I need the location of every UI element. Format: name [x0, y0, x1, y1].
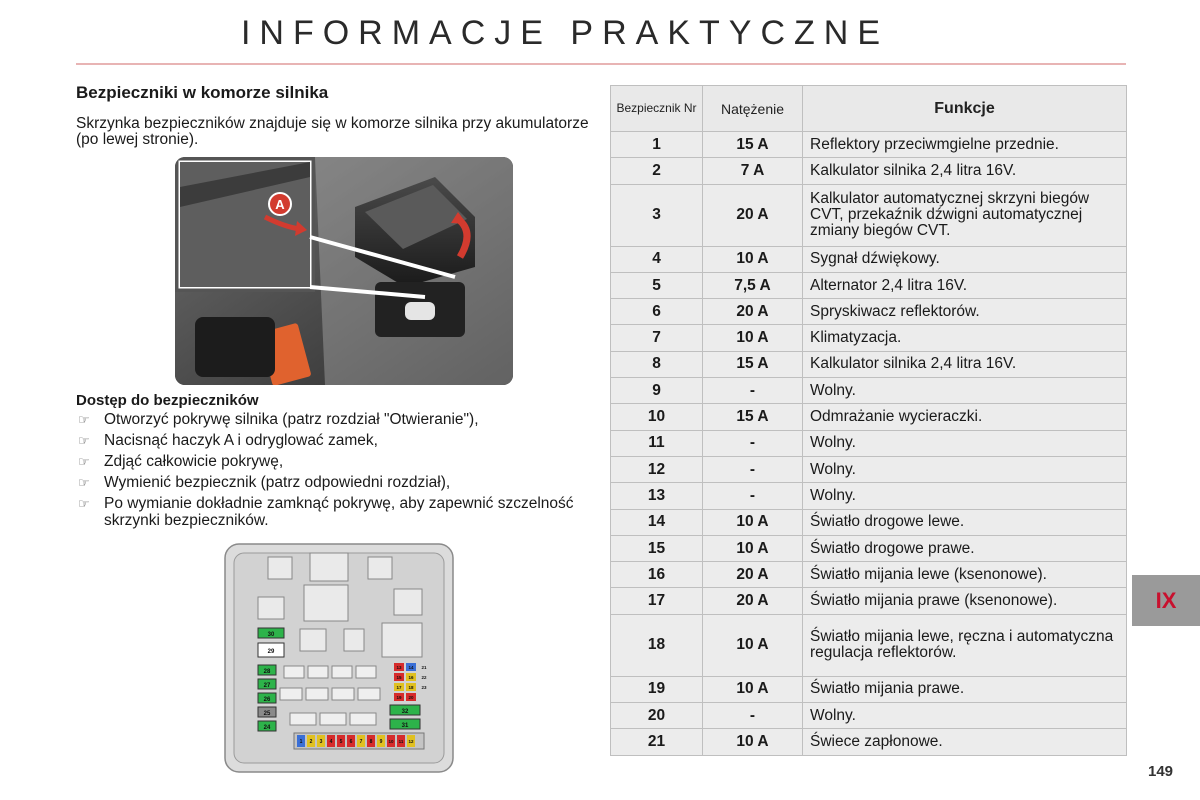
svg-text:14: 14: [408, 665, 414, 670]
fuse-box-diagram: [224, 543, 454, 773]
table-row: 7 10 A Klimatyzacja.: [611, 325, 1127, 351]
list-item: ☞ Wymienić bezpiecznik (patrz odpowiedni rozdział),: [78, 474, 451, 491]
table-row: 13 - Wolny.: [611, 483, 1127, 509]
svg-text:17: 17: [396, 685, 402, 690]
svg-text:5: 5: [339, 739, 343, 745]
svg-text:13: 13: [396, 665, 402, 670]
svg-text:2: 2: [309, 739, 313, 745]
pointing-hand-icon: ☞: [78, 496, 90, 511]
list-item: ☞ Otworzyć pokrywę silnika (patrz rozdział "Otwieranie"),: [78, 411, 479, 428]
header-functions: Funkcje: [803, 86, 1127, 132]
chapter-tab[interactable]: IX: [1132, 575, 1200, 626]
pointing-hand-icon: ☞: [78, 412, 90, 427]
svg-text:10: 10: [388, 739, 394, 744]
table-row: 10 15 A Odmrażanie wycieraczki.: [611, 404, 1127, 430]
svg-text:6: 6: [349, 739, 353, 745]
table-row: 4 10 A Sygnał dźwiękowy.: [611, 246, 1127, 272]
svg-text:1: 1: [299, 739, 303, 745]
table-row: 6 20 A Spryskiwacz reflektorów.: [611, 299, 1127, 325]
table-row: 8 15 A Kalkulator silnika 2,4 litra 16V.: [611, 351, 1127, 377]
svg-text:12: 12: [408, 739, 414, 744]
header-amperage: Natężenie: [703, 86, 803, 132]
svg-text:29: 29: [267, 649, 275, 655]
table-row: 16 20 A Światło mijania lewe (ksenonowe).: [611, 562, 1127, 588]
table-row: 12 - Wolny.: [611, 456, 1127, 482]
svg-text:24: 24: [263, 725, 271, 731]
svg-text:22: 22: [421, 675, 427, 680]
svg-text:30: 30: [267, 632, 275, 638]
intro-text: Skrzynka bezpieczników znajduje się w komorze silnika przy akumulatorze (po lewej stronie).: [76, 115, 589, 148]
table-row: 21 10 A Świece zapłonowe.: [611, 729, 1127, 755]
svg-text:21: 21: [421, 665, 427, 670]
header-fuse-nr: Bezpiecznik Nr: [611, 86, 703, 132]
title-divider: [76, 63, 1126, 65]
access-steps: [76, 411, 606, 533]
svg-text:11: 11: [398, 739, 404, 744]
svg-text:28: 28: [263, 669, 271, 675]
table-row: 17 20 A Światło mijania prawe (ksenonowe).: [611, 588, 1127, 614]
svg-text:15: 15: [396, 675, 402, 680]
table-row: 3 20 A Kalkulator automatycznej skrzyni biegów CVT, przekaźnik dźwigni automatycznej zmiany biegów CVT.: [611, 184, 1127, 246]
table-row: 19 10 A Światło mijania prawe.: [611, 676, 1127, 702]
svg-text:19: 19: [396, 695, 402, 700]
page-number: 149: [1148, 763, 1174, 780]
svg-text:4: 4: [329, 739, 333, 745]
pointing-hand-icon: ☞: [78, 433, 90, 448]
section-title: Bezpieczniki w komorze silnika: [76, 83, 329, 102]
engine-photo: [175, 157, 513, 385]
table-row: 14 10 A Światło drogowe lewe.: [611, 509, 1127, 535]
table-header-row: [611, 86, 1127, 132]
svg-text:25: 25: [263, 711, 271, 717]
table-row: 9 - Wolny.: [611, 378, 1127, 404]
list-item: ☞ Zdjąć całkowicie pokrywę,: [78, 453, 284, 470]
pointing-hand-icon: ☞: [78, 475, 90, 490]
svg-text:3: 3: [319, 739, 323, 745]
svg-text:8: 8: [369, 739, 373, 745]
list-item: ☞ Po wymianie dokładnie zamknąć pokrywę, aby zapewnić szczelność skrzynki bezpieczników.: [78, 495, 574, 529]
svg-text:31: 31: [401, 723, 409, 729]
fuse-table: [610, 85, 1127, 756]
svg-text:9: 9: [379, 739, 383, 745]
svg-text:27: 27: [263, 683, 271, 689]
svg-text:32: 32: [401, 709, 409, 715]
svg-text:23: 23: [421, 685, 427, 690]
table-row: 20 - Wolny.: [611, 703, 1127, 729]
pointing-hand-icon: ☞: [78, 454, 90, 469]
marker-a-label: A: [275, 197, 285, 212]
table-row: 11 - Wolny.: [611, 430, 1127, 456]
table-row: 15 10 A Światło drogowe prawe.: [611, 535, 1127, 561]
svg-text:20: 20: [408, 695, 414, 700]
svg-text:18: 18: [408, 685, 414, 690]
svg-text:7: 7: [359, 739, 363, 745]
access-title: Dostęp do bezpieczników: [76, 392, 259, 409]
table-row: 2 7 A Kalkulator silnika 2,4 litra 16V.: [611, 158, 1127, 184]
list-item: ☞ Nacisnąć haczyk A i odryglować zamek,: [78, 432, 378, 449]
table-row: 5 7,5 A Alternator 2,4 litra 16V.: [611, 272, 1127, 298]
table-row: 1 15 A Reflektory przeciwmgielne przednie.: [611, 132, 1127, 158]
svg-text:16: 16: [408, 675, 414, 680]
table-row: 18 10 A Światło mijania lewe, ręczna i automatyczna regulacja reflektorów.: [611, 614, 1127, 676]
page-title: INFORMACJE PRAKTYCZNE: [240, 14, 890, 52]
svg-text:26: 26: [263, 697, 271, 703]
